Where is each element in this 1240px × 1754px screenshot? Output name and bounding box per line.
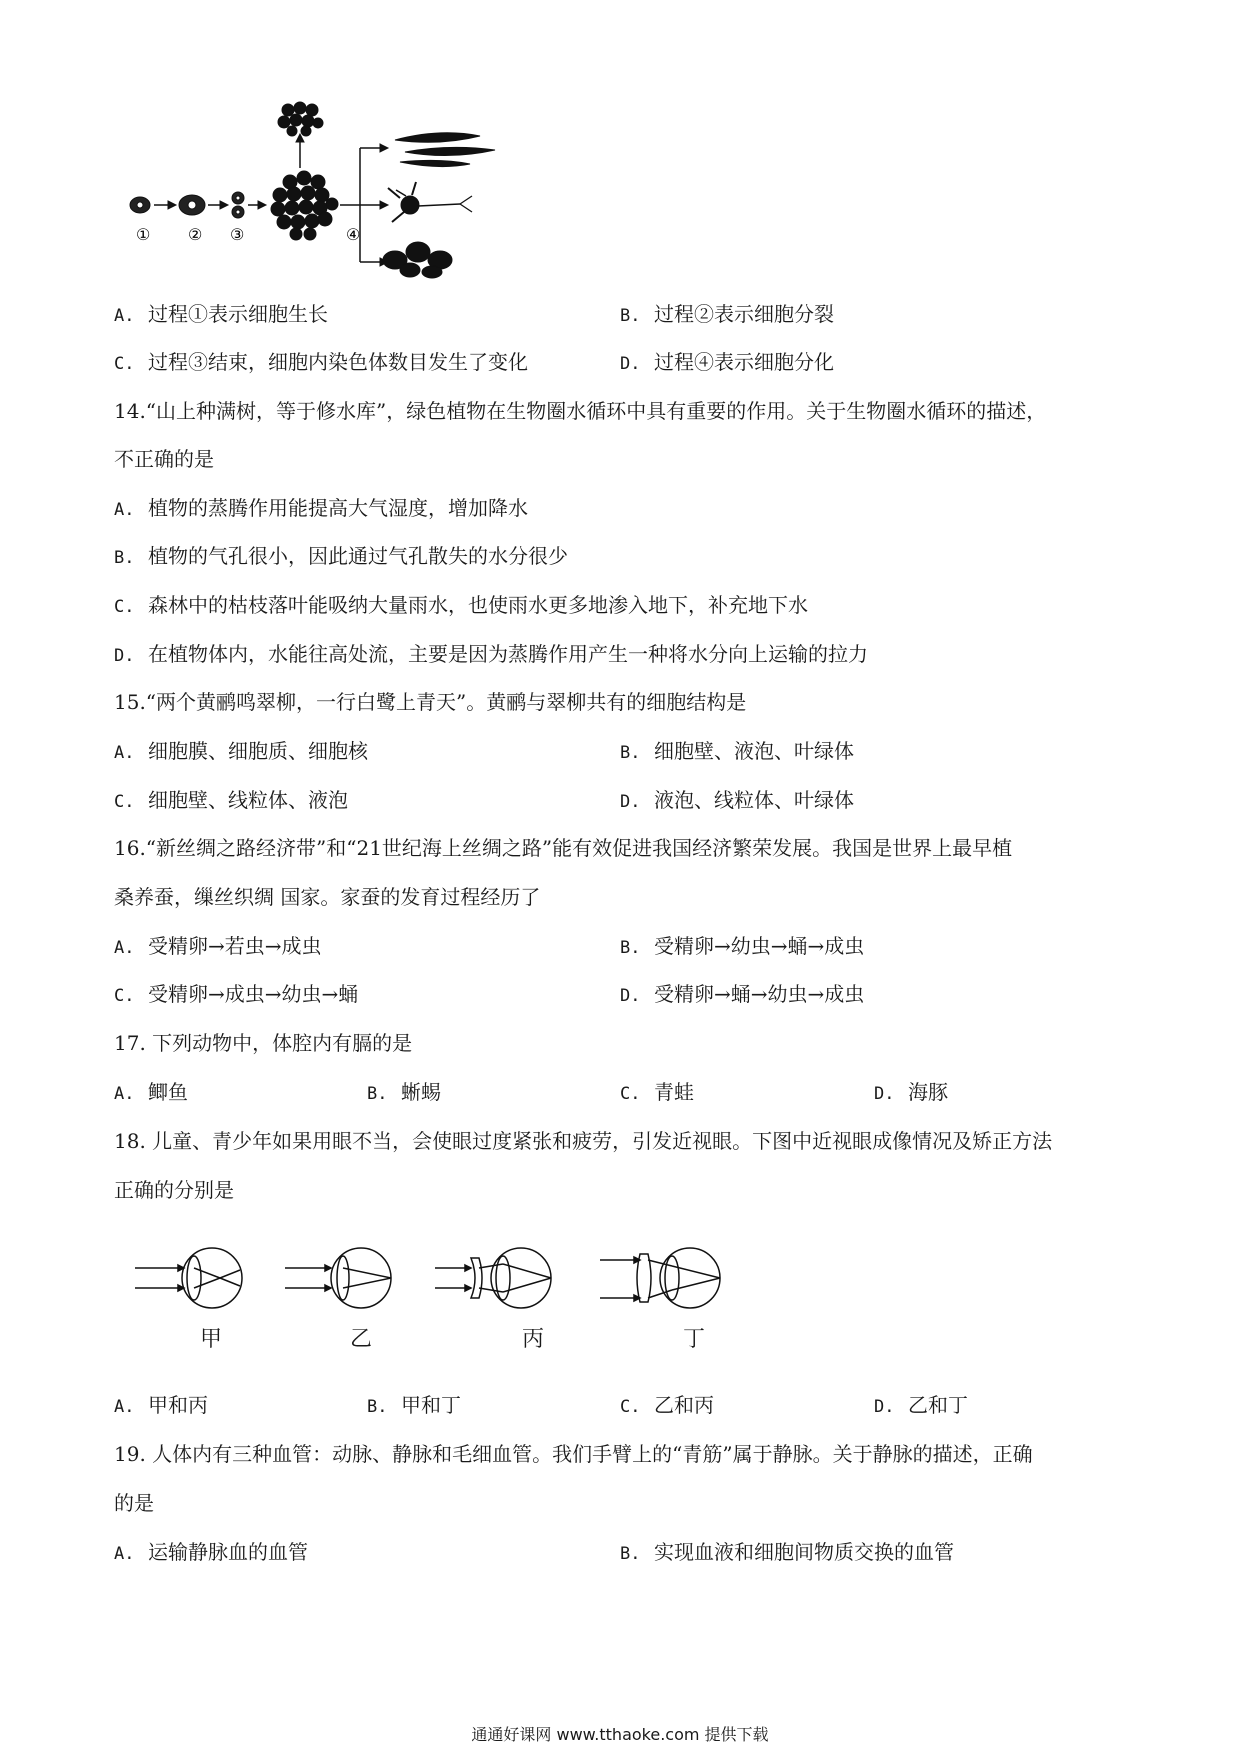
q16-option-b[interactable]: B. 受精卵→幼虫→蛹→成虫 [620,934,865,958]
q18-stem-line1: 18. 儿童、青少年如果用眼不当，会使眼过度紧张和疲劳，引发近视眼。下图中近视眼成像情况及矫正方法 [114,1129,1053,1153]
q16-option-a[interactable]: A. 受精卵→若虫→成虫 [114,934,322,958]
q18-option-d[interactable]: D. 乙和丁 [874,1393,968,1417]
q15-option-d[interactable]: D. 液泡、线粒体、叶绿体 [620,788,854,812]
q19-stem-line2: 的是 [114,1491,154,1515]
q16-stem-line2: 桑养蚕，缫丝织绸 国家。家蚕的发育过程经历了 [114,885,541,909]
q13-option-c[interactable]: C. 过程③结束，细胞内染色体数目发生了变化 [114,350,528,374]
q16-option-c[interactable]: C. 受精卵→成虫→幼虫→蛹 [114,982,359,1006]
eye-label-jia: 甲 [200,1327,223,1352]
eye-diagrams [130,1240,770,1320]
q13-option-a[interactable]: A. 过程①表示细胞生长 [114,302,328,326]
cell-process-diagram [120,100,540,280]
q17-option-b[interactable]: B. 蜥蜴 [367,1080,441,1104]
q13-option-b[interactable]: B. 过程②表示细胞分裂 [620,302,834,326]
q15-option-b[interactable]: B. 细胞壁、液泡、叶绿体 [620,739,854,763]
circled-3: ③ [230,225,245,244]
q13-option-d[interactable]: D. 过程④表示细胞分化 [620,350,834,374]
q14-stem-line1: 14.“山上种满树，等于修水库”，绿色植物在生物圈水循环中具有重要的作用。关于生物圈水循环的描述， [114,399,1047,423]
q15-option-c[interactable]: C. 细胞壁、线粒体、液泡 [114,788,348,812]
eye-ding [600,1248,720,1308]
q14-option-c[interactable]: C. 森林中的枯枝落叶能吸纳大量雨水，也使雨水更多地渗入地下，补充地下水 [114,593,808,617]
q16-option-d[interactable]: D. 受精卵→蛹→幼虫→成虫 [620,982,865,1006]
q18-option-a[interactable]: A. 甲和丙 [114,1393,208,1417]
q14-option-a[interactable]: A. 植物的蒸腾作用能提高大气湿度，增加降水 [114,496,528,520]
page-footer: 通通好课网 www.tthaoke.com 提供下载 [471,1725,769,1744]
q18-option-b[interactable]: B. 甲和丁 [367,1393,461,1417]
circled-1: ① [136,225,151,244]
circled-4: ④ [346,225,361,244]
eye-jia [135,1248,242,1308]
q14-option-d[interactable]: D. 在植物体内，水能往高处流，主要是因为蒸腾作用产生一种将水分向上运输的拉力 [114,642,868,666]
eye-label-yi: 乙 [350,1327,373,1352]
q17-option-c[interactable]: C. 青蛙 [620,1080,694,1104]
q18-stem-line2: 正确的分别是 [114,1178,234,1202]
q19-stem-line1: 19. 人体内有三种血管：动脉、静脉和毛细血管。我们手臂上的“青筋”属于静脉。关于静脉的描述，正确 [114,1442,1033,1466]
q15-option-a[interactable]: A. 细胞膜、细胞质、细胞核 [114,739,368,763]
q17-option-d[interactable]: D. 海豚 [874,1080,948,1104]
q14-stem-line2: 不正确的是 [114,447,214,471]
q14-option-b[interactable]: B. 植物的气孔很小，因此通过气孔散失的水分很少 [114,544,568,568]
q17-option-a[interactable]: A. 鲫鱼 [114,1080,188,1104]
q15-stem: 15.“两个黄鹂鸣翠柳，一行白鹭上青天”。黄鹂与翠柳共有的细胞结构是 [114,690,747,714]
q16-stem-line1: 16.“新丝绸之路经济带”和“21世纪海上丝绸之路”能有效促进我国经济繁荣发展。我国是世界上最早植 [114,836,1013,860]
eye-yi [285,1248,391,1308]
q18-option-c[interactable]: C. 乙和丙 [620,1393,714,1417]
eye-label-bing: 丙 [522,1327,545,1352]
eye-label-ding: 丁 [683,1327,706,1352]
eye-bing [435,1248,551,1308]
q19-option-b[interactable]: B. 实现血液和细胞间物质交换的血管 [620,1540,954,1564]
q17-stem: 17. 下列动物中，体腔内有膈的是 [114,1031,413,1055]
q19-option-a[interactable]: A. 运输静脉血的血管 [114,1540,308,1564]
circled-2: ② [188,225,203,244]
